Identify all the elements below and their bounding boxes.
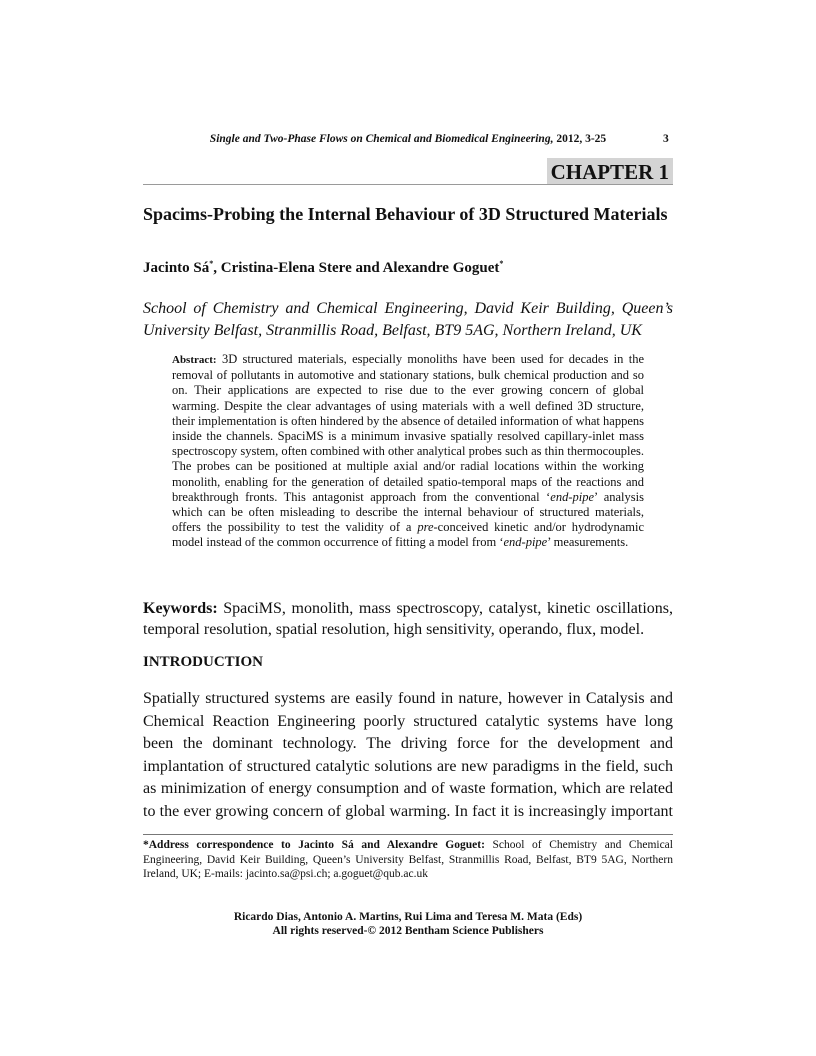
keywords-text: SpaciMS, monolith, mass spectroscopy, catalyst, kinetic oscillations, temporal resolution, spatial resolution, high sensitivity, operando, flux, model. xyxy=(143,600,673,638)
section-heading-introduction: INTRODUCTION xyxy=(143,654,264,670)
abstract-emphasis: end-pipe xyxy=(503,535,548,550)
abstract-emphasis: end-pipe xyxy=(550,489,594,504)
correspondence-footnote xyxy=(143,838,673,882)
abstract-label: Abstract: xyxy=(172,354,217,366)
page-number: 3 xyxy=(663,133,669,145)
author-affiliation: School of Chemistry and Chemical Engineering, David Keir Building, Queen’s University Belfast, Stranmillis Road, Belfast, BT9 5AG, Northern Ireland, UK xyxy=(143,300,673,339)
introduction-paragraph: Spatially structured systems are easily found in nature, however in Catalysis and Chemical Reaction Engineering poorly structured catalytic systems have long been the dominant technology. The driving force for the development and implantation of structured catalytic solutions are new paradigms in the field, such as minimization of energy consumption and of waste formation, which are related to the ever growing concern of global warming. In fact it is increasingly important xyxy=(143,690,673,820)
keywords xyxy=(143,598,673,640)
editors-line: Ricardo Dias, Antonio A. Martins, Rui Lima and Teresa M. Mata (Eds) xyxy=(233,911,583,923)
author-list xyxy=(143,259,673,277)
keywords-label: Keywords: xyxy=(143,600,218,617)
chapter-divider xyxy=(143,184,673,185)
corresponding-mark: * xyxy=(209,259,214,268)
abstract xyxy=(172,352,644,551)
abstract-text: ’ analysis which can be often misleading to describe the internal behaviour of structured materials, offers the possibility to test the validity of a xyxy=(172,489,644,535)
abstract-text: -conceived kinetic and/or hydrodynamic model instead of the common occurrence of fitting a model from ‘ xyxy=(172,520,645,550)
abstract-emphasis: pre xyxy=(417,520,434,535)
author-name: Jacinto Sá xyxy=(143,260,210,276)
footnote-divider xyxy=(143,834,673,835)
abstract-text: 3D structured materials, especially monoliths have been used for decades in the removal of pollutants in automotive and stationary stations, bulk chemical production and so on. Their applications are expected to rise due to the ever growing concern of global warming. Despite the clear advantages of using materials with a well defined 3D structure, their implementation is often hindered by the absence of detailed information of what happens inside the channels. SpaciMS is a minimum invasive spatially resolved capillary-inlet mass spectroscopy system, often combined with other analytical probes such as thin thermocouples. The probes can be positioned at multiple axial and/or radial locations within the working monolith, enabling for the generation of detailed spatio-temporal maps of the reactions and breakthrough fronts. This antagonist approach from the conventional ‘ xyxy=(172,352,644,504)
chapter-label: CHAPTER 1 xyxy=(547,158,673,184)
running-header xyxy=(143,133,673,145)
footnote-text: School of Chemistry and Chemical Engineering, David Keir Building, Queen’s University Belfast, Stranmillis Road, Belfast, BT9 5AG, Northern Ireland, UK; E-mails: jacinto.sa@psi.ch; a.goguet@qub.ac.uk xyxy=(143,839,673,880)
copyright-line: All rights reserved-© 2012 Bentham Science Publishers xyxy=(272,925,544,937)
article-title: Spacims-Probing the Internal Behaviour of 3D Structured Materials xyxy=(143,204,668,224)
journal-year-pages: 2012, 3-25 xyxy=(556,133,607,145)
corresponding-mark: * xyxy=(499,259,504,268)
author-names: , Cristina-Elena Stere and Alexandre Goguet xyxy=(213,260,500,276)
publisher-footer xyxy=(143,910,673,938)
journal-title: Single and Two-Phase Flows on Chemical and Biomedical Engineering, xyxy=(209,133,554,145)
abstract-text: ’ measurements. xyxy=(547,535,629,550)
footnote-label: *Address correspondence to Jacinto Sá and Alexandre Goguet: xyxy=(143,839,485,851)
